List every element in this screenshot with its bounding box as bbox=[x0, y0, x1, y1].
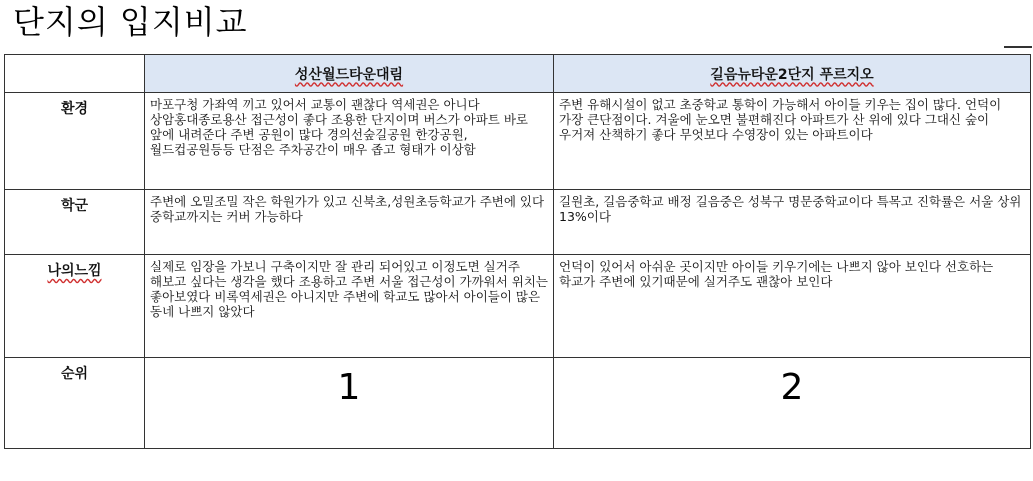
table-row-environment bbox=[5, 93, 1031, 190]
table-row-feeling bbox=[5, 255, 1031, 358]
row-label-environment: 환경 bbox=[5, 93, 145, 190]
cell-environment-b: 주변 유해시설이 없고 초중학교 통학이 가능해서 아이들 키우는 집이 많다. 언덕이 가장 큰단점이다. 겨울에 눈오면 불편해진다 아파트가 산 위에 있다 그대신 숲이 우거져 산책하기 좋다 무엇보다 수영장이 있는 아파트이다 bbox=[554, 93, 1031, 190]
header-label-cell bbox=[5, 55, 145, 93]
row-label-school: 학군 bbox=[5, 190, 145, 255]
cell-feeling-a: 실제로 임장을 가보니 구축이지만 잘 관리 되어있고 이정도면 실거주 해보고 싶다는 생각을 했다 조용하고 주변 서울 접근성이 가까워서 위치는 좋아보였다 비록역세권은 아니지만 주변에 학교도 많아서 아이들이 많은 동네 나쁘지 않았다 bbox=[145, 255, 554, 358]
table-header-row bbox=[5, 55, 1031, 93]
cell-school-b: 길원초, 길음중학교 배정 길음중은 성북구 명문중학교이다 특목고 진학률은 서울 상위 13%이다 bbox=[554, 190, 1031, 255]
header-complex-a: 성산월드타운대림 bbox=[145, 55, 554, 93]
comparison-table bbox=[4, 54, 1031, 449]
row-label-rank: 순위 bbox=[5, 358, 145, 449]
table-row-school bbox=[5, 190, 1031, 255]
row-label-feeling: 나의느낌 bbox=[5, 255, 145, 358]
page-title: 단지의 입지비교 bbox=[13, 3, 248, 41]
header-complex-b: 길음뉴타운2단지 푸르지오 bbox=[554, 55, 1031, 93]
cell-feeling-b: 언덕이 있어서 아쉬운 곳이지만 아이들 키우기에는 나쁘지 않아 보인다 선호하는 학교가 주변에 있기때문에 실거주도 괜찮아 보인다 bbox=[554, 255, 1031, 358]
cell-school-a: 주변에 오밀조밀 작은 학원가가 있고 신북초,성원초등학교가 주변에 있다 중학교까지는 커버 가능하다 bbox=[145, 190, 554, 255]
table-row-rank bbox=[5, 358, 1031, 449]
cell-environment-a: 마포구청 가좌역 끼고 있어서 교통이 괜찮다 역세권은 아니다 상암홍대종로용산 접근성이 좋다 조용한 단지이며 버스가 아파트 바로 앞에 내려준다 주변 공원이 많다 경의선숲길공원 한강공원, 월드컵공원등등 단점은 주차공간이 매우 좁고 형태가 이상함 bbox=[145, 93, 554, 190]
divider bbox=[1004, 46, 1032, 48]
cell-rank-b: 2 bbox=[554, 358, 1031, 449]
cell-rank-a: 1 bbox=[145, 358, 554, 449]
